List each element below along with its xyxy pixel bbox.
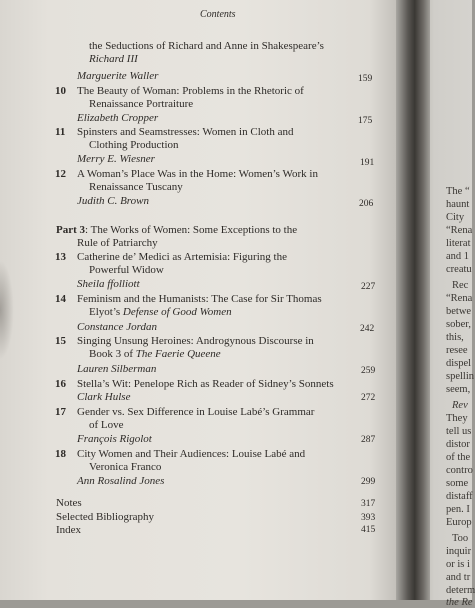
toc-ch18-number: 18 — [55, 448, 66, 460]
toc-bibliography-page: 393 — [361, 513, 376, 523]
facing-line: Europ — [446, 517, 472, 528]
toc-part3-heading — [56, 224, 297, 236]
facing-line: Too — [452, 533, 469, 544]
facing-line: or is i — [446, 559, 470, 570]
toc-ch13-title-line-2: Powerful Widow — [89, 264, 164, 276]
toc-ch17-author: François Rigolot — [77, 433, 152, 445]
toc-ch11-title-line-1: Spinsters and Seamstresses: Women in Cloth and — [77, 126, 294, 138]
toc-ch17-title-line-1: Gender vs. Sex Difference in Louise Labé’s Grammar — [77, 406, 315, 418]
toc-ch10-title-line-1: The Beauty of Woman: Problems in the Rhetoric of — [77, 85, 304, 97]
toc-ch9-page: 159 — [358, 74, 373, 84]
toc-ch17-page: 287 — [361, 435, 376, 445]
toc-ch12-page: 206 — [359, 199, 374, 209]
facing-line: “Rena — [446, 225, 473, 236]
facing-line: and 1 — [446, 251, 470, 262]
toc-ch10-title-line-2: Renaissance Portraiture — [89, 98, 194, 110]
toc-ch17-title-line-2: of Love — [89, 419, 124, 431]
facing-line: Rec — [452, 280, 469, 291]
facing-line: and tr — [446, 572, 471, 583]
facing-line: of the — [446, 452, 471, 463]
toc-ch15-page: 259 — [361, 366, 376, 376]
toc-ch14-page: 242 — [360, 324, 375, 334]
facing-line: seem, — [446, 384, 471, 395]
toc-ch11-title-line-2: Clothing Production — [89, 139, 179, 151]
toc-ch14-title-line-2a: Elyot’s — [89, 306, 123, 318]
facing-line: resee — [446, 345, 468, 356]
toc-ch16-number: 16 — [55, 378, 66, 390]
toc-ch14-title-line-2 — [89, 306, 232, 318]
facing-line: sober, — [446, 319, 471, 330]
running-head: Contents — [200, 9, 236, 20]
facing-line: contro — [446, 465, 473, 476]
facing-line: They — [446, 413, 468, 424]
toc-part3-title-line-1: : The Works of Women: Some Exceptions to the — [85, 224, 298, 236]
facing-line: dispel — [446, 358, 472, 369]
facing-line: this, — [446, 332, 464, 343]
toc-ch15-title-line-1: Singing Unsung Heroines: Androgynous Discourse in — [77, 335, 314, 347]
facing-line: the Re — [446, 597, 473, 608]
toc-ch12-title-line-1: A Woman’s Place Was in the Home: Women’s Work in — [77, 168, 318, 180]
facing-line: tell us — [446, 426, 472, 437]
facing-line: inquir — [446, 546, 472, 557]
toc-ch12-author: Judith C. Brown — [77, 195, 150, 207]
toc-ch15-title-line-2b: The Faerie Queene — [135, 348, 221, 360]
toc-bibliography-label: Selected Bibliography — [56, 511, 155, 523]
toc-index-page: 415 — [361, 525, 376, 535]
facing-line: creatu — [446, 264, 472, 275]
toc-ch15-author: Lauren Silberman — [77, 363, 157, 375]
facing-line: distor — [446, 439, 470, 450]
toc-ch10-page: 175 — [358, 116, 373, 126]
facing-line: The “ — [446, 186, 470, 197]
toc-ch14-number: 14 — [55, 293, 66, 305]
toc-ch9-title-line-1: the Seductions of Richard and Anne in Shakespeare’s — [89, 40, 324, 52]
toc-ch17-number: 17 — [55, 406, 66, 418]
toc-ch14-title-line-2b: Defense of Good Women — [122, 306, 232, 318]
toc-ch16-title-line-1: Stella’s Wit: Penelope Rich as Reader of Sidney’s Sonnets — [77, 378, 334, 390]
toc-ch9-author: Marguerite Waller — [77, 70, 159, 82]
toc-ch11-author: Merry E. Wiesner — [77, 153, 155, 165]
facing-line: distaff — [446, 491, 473, 502]
toc-part3-label: Part 3 — [56, 224, 86, 236]
toc-ch18-title-line-2: Veronica Franco — [89, 461, 162, 473]
toc-ch15-title-line-2 — [89, 348, 221, 360]
toc-ch13-author: Sheila ffolliott — [77, 278, 140, 290]
toc-ch18-page: 299 — [361, 477, 376, 487]
toc-ch14-author: Constance Jordan — [77, 321, 157, 333]
facing-line: Rev — [452, 400, 468, 411]
toc-ch18-author: Ann Rosalind Jones — [77, 475, 165, 487]
facing-line: spellin — [446, 371, 474, 382]
toc-notes-page: 317 — [361, 499, 376, 509]
thumb-shadow — [0, 260, 14, 360]
toc-ch12-number: 12 — [55, 168, 66, 180]
toc-ch15-title-line-2a: Book 3 of — [89, 348, 136, 360]
facing-line: City — [446, 212, 465, 223]
facing-line: haunt — [446, 199, 470, 210]
toc-ch16-author: Clark Hulse — [77, 391, 131, 403]
facing-line: determ — [446, 585, 475, 596]
toc-ch11-number: 11 — [55, 126, 66, 138]
facing-line: betwe — [446, 306, 472, 317]
toc-part3-title-line-2: Rule of Patriarchy — [77, 237, 158, 249]
toc-ch13-title-line-1: Catherine de’ Medici as Artemisia: Figuring the — [77, 251, 287, 263]
toc-ch18-title-line-1: City Women and Their Audiences: Louise Labé and — [77, 448, 306, 460]
facing-line: some — [446, 478, 469, 489]
toc-ch11-page: 191 — [360, 158, 375, 168]
toc-ch14-title-line-1: Feminism and the Humanists: The Case for Sir Thomas — [77, 293, 322, 305]
facing-line: literat — [446, 238, 471, 249]
facing-line: pen. I — [446, 504, 470, 515]
toc-index-label: Index — [56, 524, 82, 536]
toc-ch10-author: Elizabeth Cropper — [77, 112, 159, 124]
toc-ch9-title-line-2: Richard III — [89, 53, 138, 65]
toc-notes-label: Notes — [56, 497, 82, 509]
toc-ch13-number: 13 — [55, 251, 66, 263]
toc-ch16-page: 272 — [361, 393, 376, 403]
toc-ch15-number: 15 — [55, 335, 66, 347]
toc-ch10-number: 10 — [55, 85, 66, 97]
toc-ch13-page: 227 — [361, 282, 376, 292]
book-gutter — [396, 0, 430, 600]
toc-ch12-title-line-2: Renaissance Tuscany — [89, 181, 183, 193]
facing-line: “Rena — [446, 293, 473, 304]
